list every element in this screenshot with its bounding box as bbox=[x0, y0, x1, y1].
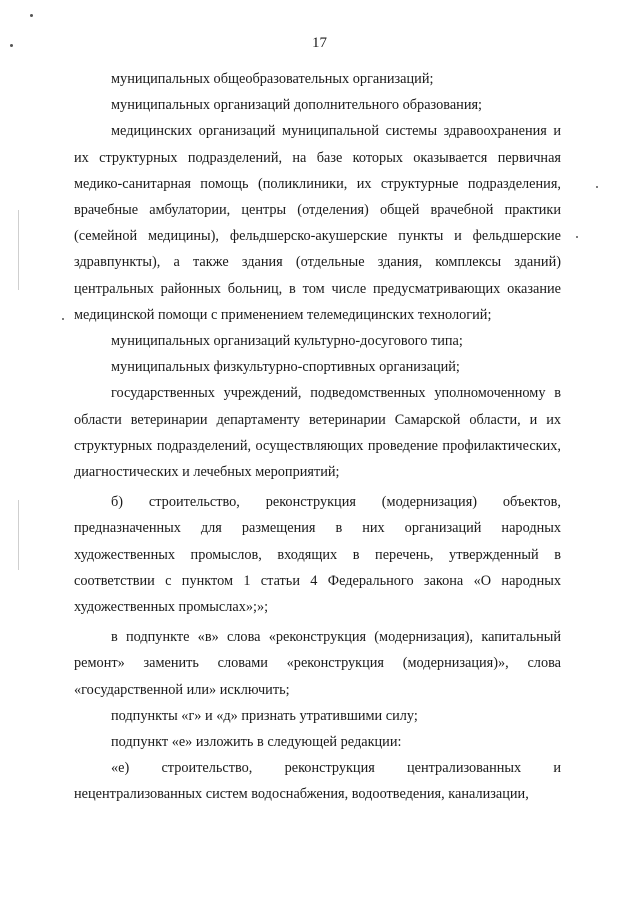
scan-speck bbox=[596, 186, 598, 188]
document-body bbox=[74, 66, 561, 808]
scan-speck bbox=[10, 44, 13, 47]
paragraph-subpoint-e-new-wording: подпункт «е» изложить в следующей редакции: bbox=[111, 734, 402, 751]
paragraph-sports-orgs: муниципальных физкультурно-спортивных организаций; bbox=[111, 359, 460, 376]
page-number: 17 bbox=[312, 35, 327, 51]
paragraph-medical-orgs: медицинских организаций муниципальной системы здравоохранения и их структурных подразделений, на базе которых оказывается первичная медико-санитарная помощь (поликлиники, их структурные подразделения, врачебные амбулатории, центры (отделения) общей врачебной практики (семейной медицины), фельдшерско-акушерские пункты и фельдшерские здравпункты), а также здания (отдельные здания, комплексы зданий) центральных районных больниц, в том числе предусматривающих оказание медицинской помощи с применением телемедицинских технологий; bbox=[74, 123, 561, 323]
scan-speck bbox=[576, 236, 578, 238]
paragraph-subpoint-b-folk-crafts: б) строительство, реконструкция (модернизация) объектов, предназначенных для размещения в них организаций народных художественных промыслов, входящих в перечень, утвержденный в соответствии с пунктом 1 статьи 4 Федерального закона «О народных художественных промыслах»;»; bbox=[74, 494, 561, 616]
paragraph-cultural-orgs: муниципальных организаций культурно-досугового типа; bbox=[111, 333, 463, 350]
paragraph-general-education-orgs: муниципальных общеобразовательных организаций; bbox=[111, 71, 434, 87]
scan-margin-line bbox=[18, 210, 19, 290]
scan-margin-line bbox=[18, 500, 19, 570]
scan-speck bbox=[62, 318, 64, 320]
paragraph-subpoints-g-d-repeal: подпункты «г» и «д» признать утратившими силу; bbox=[111, 707, 418, 724]
paragraph-subpoint-v-amendment: в подпункте «в» слова «реконструкция (модернизация), капитальный ремонт» заменить словами «реконструкция (модернизация)», слова «государственной или» исключить; bbox=[74, 629, 561, 698]
scan-speck bbox=[30, 14, 33, 17]
paragraph-subpoint-e-text: «е) строительство, реконструкция централизованных и нецентрализованных систем водоснабжения, водоотведения, канализации, bbox=[74, 760, 561, 803]
paragraph-additional-education-orgs: муниципальных организаций дополнительного образования; bbox=[111, 97, 483, 114]
paragraph-veterinary-institutions: государственных учреждений, подведомственных уполномоченному в области ветеринарии департаменту ветеринарии Самарской области, и их структурных подразделений, осуществляющих проведение профилактических, диагностических и лечебных мероприятий; bbox=[74, 385, 561, 481]
